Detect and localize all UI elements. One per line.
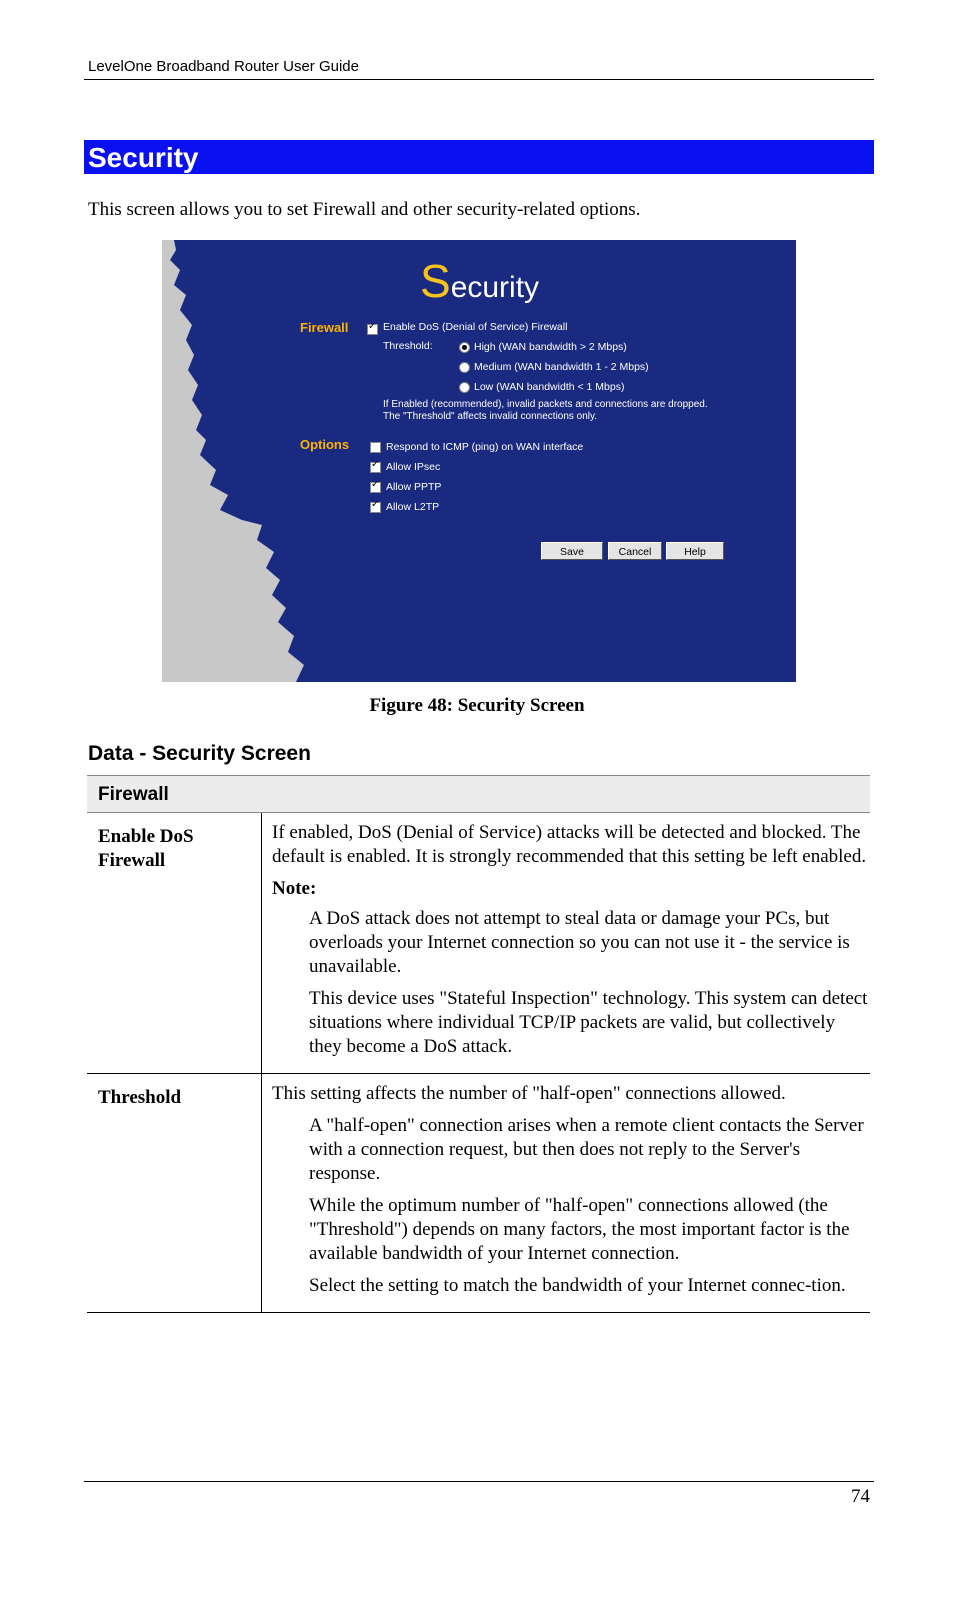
help-button[interactable]: Help: [666, 542, 724, 560]
column-divider: [261, 1074, 262, 1312]
row-paragraph: A "half-open" connection arises when a remote client contacts the Server with a connection request, but then does not reply to the Server's response.: [309, 1115, 864, 1184]
running-header: LevelOne Broadband Router User Guide: [88, 58, 359, 75]
threshold-low-label: Low (WAN bandwidth < 1 Mbps): [474, 381, 625, 393]
figure-title: [420, 254, 539, 308]
threshold-medium-label: Medium (WAN bandwidth 1 - 2 Mbps): [474, 361, 649, 373]
security-screenshot: [162, 240, 796, 682]
firewall-label: Firewall: [300, 320, 349, 335]
row-paragraph: This setting affects the number of "half-open" connections allowed.: [272, 1083, 786, 1104]
footer-rule: [84, 1481, 874, 1482]
row-paragraph: Select the setting to match the bandwidth of your Internet connec-tion.: [309, 1275, 846, 1296]
row-paragraph: This device uses "Stateful Inspection" technology. This system can detect situations where individual TCP/IP packets are valid, but collectively they become a DoS attack.: [309, 988, 868, 1057]
row-label: Threshold: [98, 1087, 182, 1108]
data-section-title: Data - Security Screen: [88, 742, 311, 765]
row-body: [272, 1074, 870, 1312]
table-row: [87, 1074, 870, 1313]
table-header: [87, 775, 870, 813]
section-title: Security: [88, 142, 199, 173]
table-row: [87, 813, 870, 1074]
page-number: 74: [851, 1486, 870, 1507]
firewall-note-line1: If Enabled (recommended), invalid packets and connections are dropped.: [383, 399, 708, 410]
threshold-high-radio[interactable]: [459, 342, 470, 353]
table-header-label: Firewall: [98, 784, 169, 805]
allow-ipsec-label: Allow IPsec: [386, 461, 441, 473]
threshold-medium-radio[interactable]: [459, 362, 470, 373]
intro-text: This screen allows you to set Firewall and other security-related options.: [88, 199, 641, 220]
firewall-note-line2: The "Threshold" affects invalid connections only.: [383, 411, 598, 422]
row-paragraph: While the optimum number of "half-open" connections allowed (the "Threshold") depends on many factors, the most important factor is the available bandwidth of your Internet connection.: [309, 1195, 850, 1264]
row-body: [272, 813, 870, 1073]
row-paragraph: If enabled, DoS (Denial of Service) attacks will be detected and blocked. The default is enabled. It is strongly recommended that this setting be left enabled.: [272, 822, 867, 867]
allow-l2tp-label: Allow L2TP: [386, 501, 440, 513]
threshold-low-radio[interactable]: [459, 382, 470, 393]
allow-l2tp-checkbox[interactable]: [370, 502, 381, 513]
enable-dos-checkbox[interactable]: [367, 324, 378, 335]
figure-caption: Figure 48: Security Screen: [369, 695, 585, 716]
row-label: Enable DoS Firewall: [98, 826, 194, 871]
options-label: Options: [300, 437, 350, 452]
respond-icmp-checkbox[interactable]: [370, 442, 381, 453]
header-rule: [84, 79, 874, 80]
save-button[interactable]: Save: [541, 542, 603, 560]
row-paragraph: A DoS attack does not attempt to steal data or damage your PCs, but overloads your Internet connection so you can not use it - the service is unavailable.: [309, 908, 850, 977]
title-rest: ecurity: [450, 271, 540, 304]
data-table: [87, 775, 870, 1313]
note-heading: Note:: [272, 878, 317, 899]
section-bar: [84, 140, 874, 174]
title-initial: S: [420, 255, 451, 307]
enable-dos-label: Enable DoS (Denial of Service) Firewall: [383, 321, 568, 333]
respond-icmp-label: Respond to ICMP (ping) on WAN interface: [386, 441, 584, 453]
allow-pptp-checkbox[interactable]: [370, 482, 381, 493]
allow-ipsec-checkbox[interactable]: [370, 462, 381, 473]
cancel-button[interactable]: Cancel: [608, 542, 662, 560]
threshold-high-label: High (WAN bandwidth > 2 Mbps): [474, 341, 627, 353]
column-divider: [261, 813, 262, 1073]
threshold-label: Threshold:: [383, 340, 433, 352]
allow-pptp-label: Allow PPTP: [386, 481, 442, 493]
